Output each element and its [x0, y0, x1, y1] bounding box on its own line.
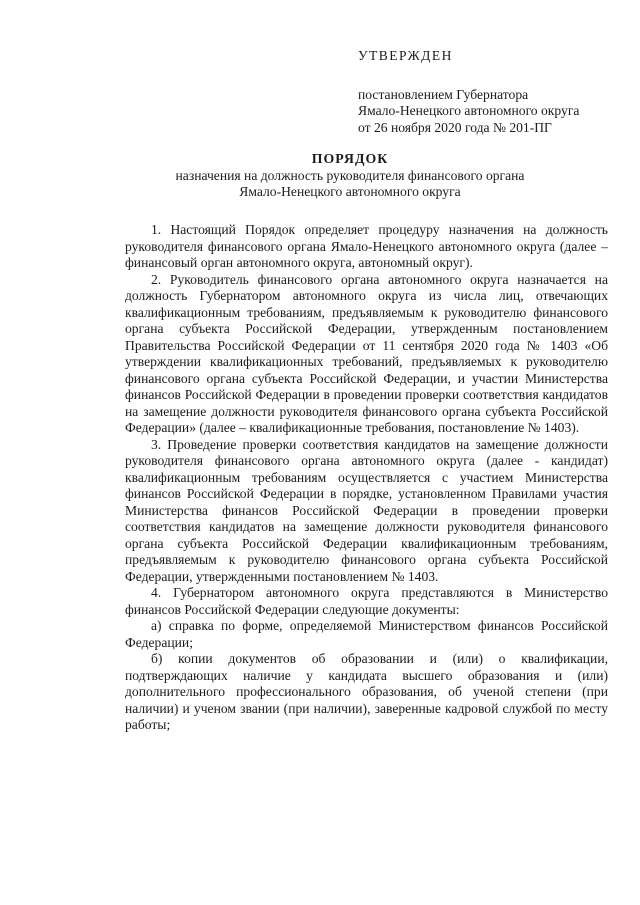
paragraph-1: 1. Настоящий Порядок определяет процедуру назначения на должность руководителя финансового органа Ямало-Ненецкого автономного округа (далее – финансовый орган автономного округа, автономный округ).	[125, 222, 608, 270]
document-subtitle-line: Ямало-Ненецкого автономного округа	[239, 183, 461, 199]
paragraph-4: 4. Губернатором автономного округа представляются в Министерство финансов Российской Федерации следующие документы:	[125, 585, 608, 617]
paragraph-4b: б) копии документов об образовании и (или) о квалификации, подтверждающих наличие у кандидата высшего образования и (или) дополнительного профессионального образования, об ученой степени (при наличии) и ученом звании (при наличии), заверенные кадровой службой по месту работы;	[125, 651, 608, 732]
paragraph-3: 3. Проведение проверки соответствия кандидатов на замещение должности руководителя финансового органа автономного округа (далее - кандидат) квалификационным требованиям осуществляется с участием Министерства финансов Российской Федерации в порядке, установленном Правилами участия Министерства финансов Российской Федерации в проведении проверки соответствия кандидатов на замещение должности руководителя финансового органа субъекта Российской Федерации квалификационным требованиям, предъявляемым к руководителю финансового органа субъекта Российской Федерации, утвержденными постановлением № 1403.	[125, 436, 608, 584]
document-heading	[60, 151, 640, 200]
approval-line: постановлением Губернатора	[358, 86, 529, 102]
document-subtitle-line: назначения на должность руководителя финансового органа	[175, 167, 525, 183]
approval-line: Ямало-Ненецкого автономного округа	[358, 103, 580, 118]
paragraph-4a: а) справка по форме, определяемой Министерством финансов Российской Федерации;	[125, 618, 608, 650]
document-title: ПОРЯДОК	[311, 151, 389, 166]
approval-stamp-block	[358, 48, 628, 136]
approval-line: от 26 ноября 2020 года № 201-ПГ	[358, 119, 552, 135]
approval-title: УТВЕРЖДЕН	[358, 48, 453, 63]
paragraph-2: 2. Руководитель финансового органа автономного округа назначается на должность Губернатором автономного округа из числа лиц, отвечающих квалификационным требованиям, предъявляемым к руководителю финансового органа субъекта Российской Федерации, утвержденным постановлением Правительства Российской Федерации от 11 сентября 2020 года № 1403 «Об утверждении квалификационных требований, предъявляемых к руководителю финансового органа субъекта Российской Федерации, и участии Министерства финансов Российской Федерации в проведении проверки соответствия кандидатов на замещение должности руководителя финансового органа субъекта Российской Федерации» (далее – квалификационные требования, постановление № 1403).	[125, 271, 608, 435]
document-body	[125, 222, 608, 734]
